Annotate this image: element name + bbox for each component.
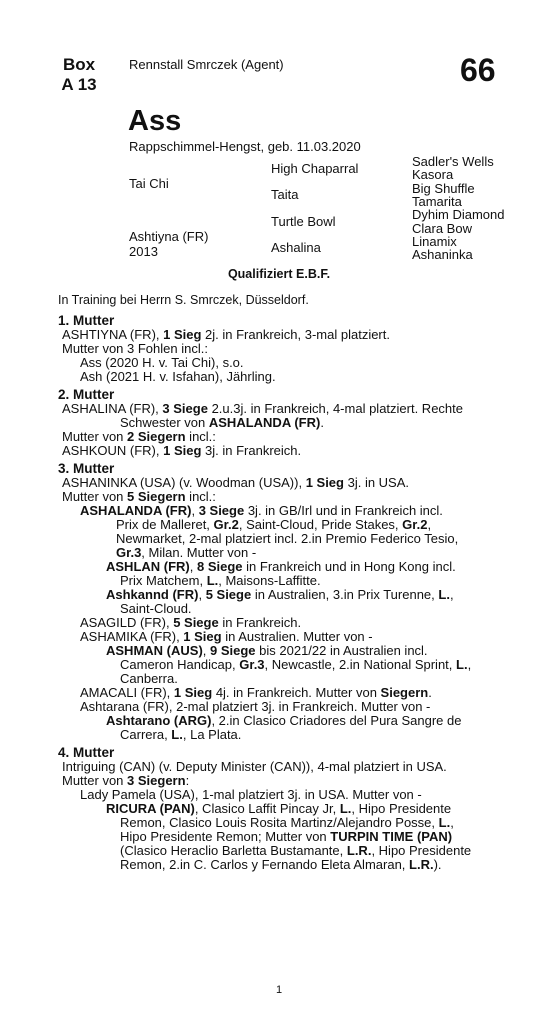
produce-line: Ash (2021 H. v. Isfahan), Jährling. xyxy=(80,369,276,384)
produce-line: RICURA (PAN), Clasico Laffit Pincay Jr, L., Hipo Presidente xyxy=(106,801,452,816)
pedigree-dam: Ashtiyna (FR) xyxy=(129,229,209,244)
lot-number: 66 xyxy=(460,52,496,88)
pedigree-sire: Tai Chi xyxy=(129,176,169,191)
produce-line-cont: Carrera, L., La Plata. xyxy=(120,727,242,742)
pedigree-g3-item: Linamix xyxy=(412,234,457,249)
horse-description: Rappschimmel-Hengst, geb. 11.03.2020 xyxy=(129,139,361,154)
produce-line: ASAGILD (FR), 5 Siege in Frankreich. xyxy=(80,615,302,630)
box-label-line1: Box xyxy=(62,55,96,74)
second-dam-line-cont: Schwester von ASHALANDA (FR). xyxy=(120,415,324,430)
page-number: 1 xyxy=(275,984,283,996)
first-dam-line: ASHTIYNA (FR), 1 Sieg 2j. in Frankreich, 3-mal platziert. xyxy=(62,327,390,342)
produce-line-cont: Newmarket, 2-mal platziert incl. 2.in Premio Federico Tesio, xyxy=(116,531,459,546)
pedigree-grandsire-sire: High Chaparral xyxy=(271,161,359,176)
pedigree-g3-item: Ashaninka xyxy=(412,247,473,262)
produce-line-cont: Gr.3, Milan. Mutter von - xyxy=(116,545,257,560)
produce-line-cont: (Clasico Heraclio Barletta Bustamante, L.R., Hipo Presidente xyxy=(120,843,472,858)
pedigree-g3-item: Clara Bow xyxy=(412,221,472,236)
pedigree-g3-item: Tamarita xyxy=(412,194,462,209)
pedigree-dam-year: 2013 xyxy=(129,244,158,259)
produce-line-cont: Canberra. xyxy=(120,671,178,686)
pedigree-g3-item: Kasora xyxy=(412,167,454,182)
qualification-note: Qualifiziert E.B.F. xyxy=(227,267,331,281)
first-dam-produce-intro: Mutter von 3 Fohlen incl.: xyxy=(62,341,208,356)
produce-line: ASHMAN (AUS), 9 Siege bis 2021/22 in Australien incl. xyxy=(106,643,428,658)
section-heading-third-dam: 3. Mutter xyxy=(58,461,115,476)
pedigree-g3-item: Sadler's Wells xyxy=(412,154,494,169)
produce-line-cont: Cameron Handicap, Gr.3, Newcastle, 2.in National Sprint, L., xyxy=(120,657,472,672)
produce-line: Ass (2020 H. v. Tai Chi), s.o. xyxy=(80,355,244,370)
second-dam-produce-intro: Mutter von 2 Siegern incl.: xyxy=(62,429,216,444)
produce-line: Ashtarana (FR), 2-mal platziert 3j. in Frankreich. Mutter von - xyxy=(80,699,431,714)
pedigree-granddam-sire: Taita xyxy=(271,187,299,202)
produce-line: Lady Pamela (USA), 1-mal platziert 3j. in USA. Mutter von - xyxy=(80,787,422,802)
box-label xyxy=(59,55,99,95)
box-label-line2: A 13 xyxy=(61,75,97,94)
produce-line: ASHLAN (FR), 8 Siege in Frankreich und in Hong Kong incl. xyxy=(106,559,456,574)
section-heading-second-dam: 2. Mutter xyxy=(58,387,115,402)
produce-line-cont: Prix Matchem, L., Maisons-Laffitte. xyxy=(120,573,321,588)
third-dam-line: ASHANINKA (USA) (v. Woodman (USA)), 1 Sieg 3j. in USA. xyxy=(62,475,410,490)
agent-name: Rennstall Smrczek (Agent) xyxy=(129,57,284,72)
produce-line-cont: Saint-Cloud. xyxy=(120,601,192,616)
family-section xyxy=(58,310,503,872)
produce-line-cont: Prix de Malleret, Gr.2, Saint-Cloud, Pride Stakes, Gr.2, xyxy=(116,517,432,532)
section-heading-fourth-dam: 4. Mutter xyxy=(58,745,115,760)
produce-line: ASHALANDA (FR), 3 Siege 3j. in GB/Irl und in Frankreich incl. xyxy=(80,503,443,518)
produce-line-cont: Remon, 2.in C. Carlos y Fernando Eleta Almaran, L.R.). xyxy=(120,857,442,872)
produce-line: AMACALI (FR), 1 Sieg 4j. in Frankreich. Mutter von Siegern. xyxy=(80,685,432,700)
fourth-dam-produce-intro: Mutter von 3 Siegern: xyxy=(62,773,190,788)
fourth-dam-line: Intriguing (CAN) (v. Deputy Minister (CAN)), 4-mal platziert in USA. xyxy=(62,759,447,774)
produce-line: ASHKOUN (FR), 1 Sieg 3j. in Frankreich. xyxy=(62,443,302,458)
horse-name: Ass xyxy=(128,105,182,137)
third-dam-produce-intro: Mutter von 5 Siegern incl.: xyxy=(62,489,216,504)
pedigree-g3-item: Dyhim Diamond xyxy=(412,207,505,222)
pedigree-g3-item: Big Shuffle xyxy=(412,181,475,196)
produce-line: Ashtarano (ARG), 2.in Clasico Criadores del Pura Sangre de xyxy=(106,713,462,728)
produce-line: ASHAMIKA (FR), 1 Sieg in Australien. Mutter von - xyxy=(80,629,373,644)
section-heading-first-dam: 1. Mutter xyxy=(58,313,115,328)
training-note: In Training bei Herrn S. Smrczek, Düsseldorf. xyxy=(58,293,309,307)
produce-line-cont: Hipo Presidente Remon; Mutter von TURPIN TIME (PAN) xyxy=(120,829,453,844)
pedigree-granddam-dam: Ashalina xyxy=(271,240,321,255)
produce-line-cont: Remon, Clasico Louis Rosita Martinz/Alejandro Posse, L., xyxy=(120,815,454,830)
pedigree-grandsire-dam: Turtle Bowl xyxy=(271,214,336,229)
produce-line: Ashkannd (FR), 5 Siege in Australien, 3.in Prix Turenne, L., xyxy=(106,587,454,602)
second-dam-line: ASHALINA (FR), 3 Siege 2.u.3j. in Frankreich, 4-mal platziert. Rechte xyxy=(62,401,464,416)
